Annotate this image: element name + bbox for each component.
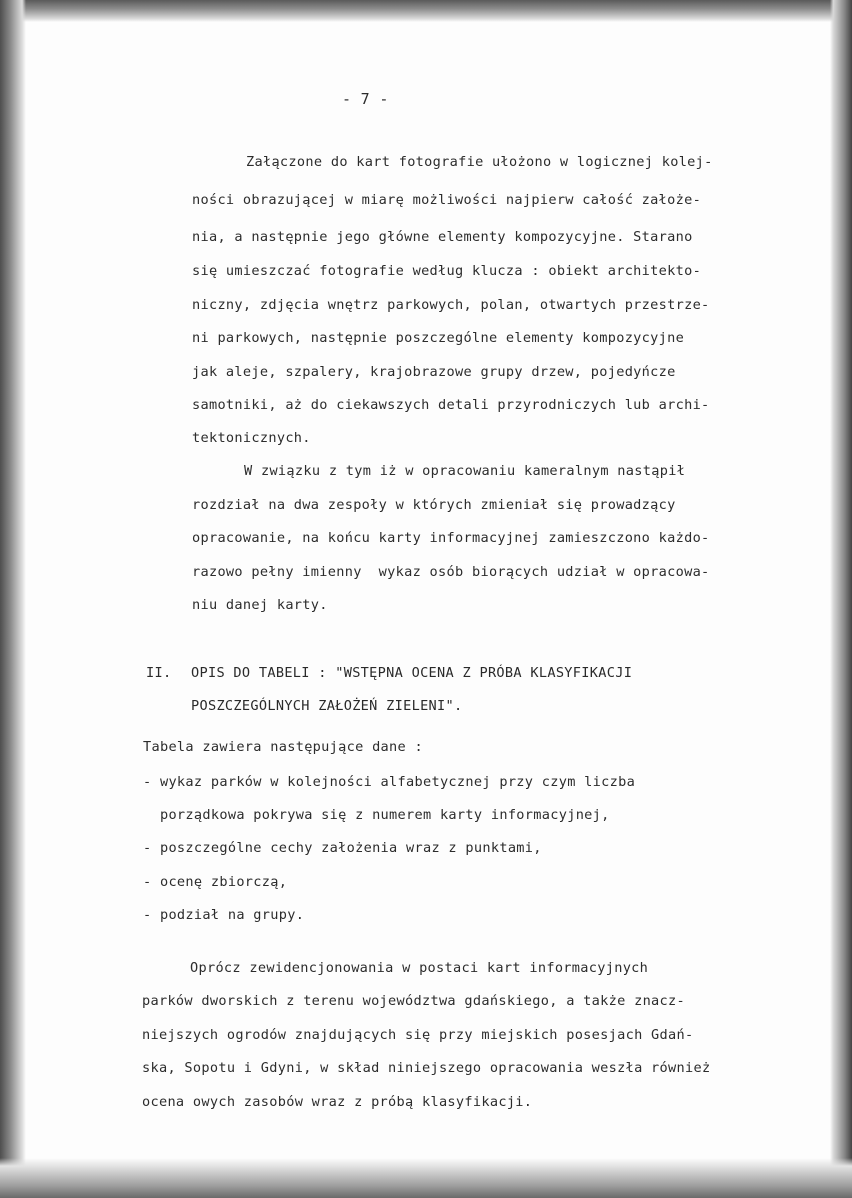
paragraph-1-line: jak aleje, szpalery, krajobrazowe grupy drzew, pojedyńcze (192, 364, 676, 380)
scan-shadow-left (0, 0, 26, 1198)
section-heading-line: OPIS DO TABELI : "WSTĘPNA OCENA Z PRÓBA KLASYFIKACJI (191, 665, 633, 681)
paragraph-1-line: niczny, zdjęcia wnętrz parkowych, polan, otwartych przestrze- (192, 297, 710, 313)
list-item: porządkowa pokrywa się z numerem karty informacyjnej, (143, 807, 610, 823)
paragraph-2-line: razowo pełny imienny wykaz osób biorących udział w opracowa- (192, 564, 710, 580)
paragraph-1-line: tektonicznych. (192, 430, 311, 446)
paragraph-1-line: samotniki, aż do ciekawszych detali przyrodniczych lub archi- (192, 397, 710, 413)
scan-shadow-top (0, 0, 852, 22)
paragraph-1-line: nia, a następnie jego główne elementy kompozycyjne. Starano (192, 229, 693, 245)
paragraph-1-line: ni parkowych, następnie poszczególne elementy kompozycyjne (192, 330, 685, 346)
paragraph-2-line: opracowanie, na końcu karty informacyjnej zamieszczono każdo- (192, 530, 710, 546)
paragraph-3-line: ocena owych zasobów wraz z próbą klasyfikacji. (142, 1094, 533, 1110)
paragraph-1-line: się umieszczać fotografie według klucza : obiekt architekto- (192, 263, 702, 279)
list-item: - podział na grupy. (143, 907, 305, 923)
paragraph-2-line: niu danej karty. (192, 597, 328, 613)
section-number: II. (146, 665, 172, 681)
list-item: - poszczególne cechy założenia wraz z punktami, (143, 840, 542, 856)
paragraph-3-line: ska, Sopotu i Gdyni, w skład niniejszego opracowania weszła również (142, 1060, 711, 1076)
paragraph-1-line: Załączone do kart fotografie ułożono w logicznej kolej- (246, 154, 713, 170)
page-number: - 7 - (342, 90, 389, 108)
paragraph-3-line: Oprócz zewidencjonowania w postaci kart informacyjnych (190, 960, 649, 976)
list-item: - ocenę zbiorczą, (143, 874, 288, 890)
scan-shadow-right (830, 0, 852, 1198)
paragraph-3-line: niejszych ogrodów znajdujących się przy miejskich posesjach Gdań- (142, 1027, 694, 1043)
table-intro: Tabela zawiera następujące dane : (143, 739, 423, 755)
section-heading-line: POSZCZEGÓLNYCH ZAŁOŻEŃ ZIELENI". (191, 698, 463, 714)
list-item: - wykaz parków w kolejności alfabetycznej przy czym liczba (143, 774, 636, 790)
paragraph-2-line: rozdział na dwa zespoły w których zmieniał się prowadzący (192, 497, 676, 513)
paragraph-3-line: parków dworskich z terenu województwa gdańskiego, a także znacz- (142, 993, 685, 1009)
paragraph-2-line: W związku z tym iż w opracowaniu kameralnym nastąpił (244, 463, 686, 479)
paragraph-1-line: ności obrazującej w miarę możliwości najpierw całość założe- (192, 192, 702, 208)
scan-shadow-bottom (0, 1158, 852, 1198)
